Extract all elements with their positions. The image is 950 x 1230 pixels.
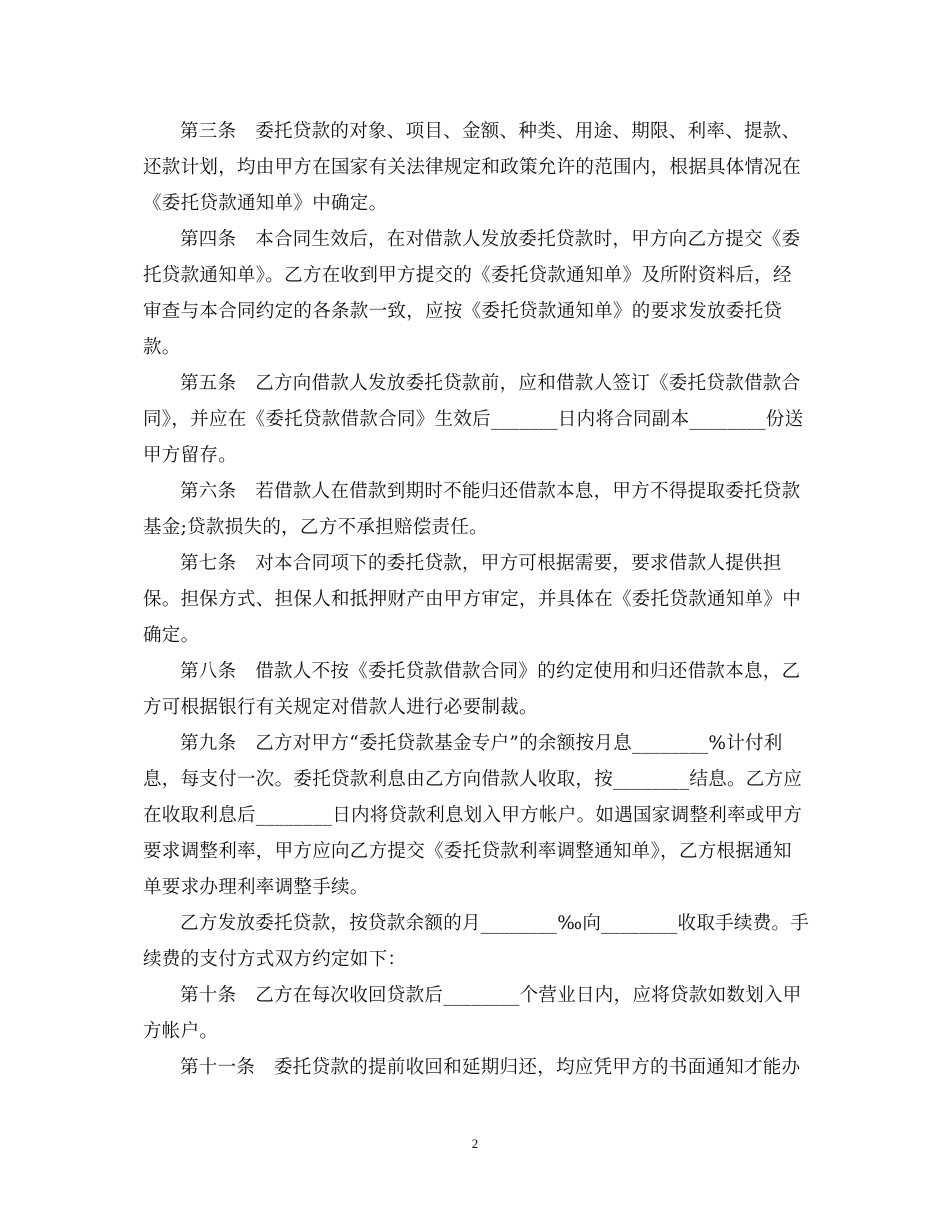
contract-clause-paragraph (143, 546, 807, 654)
paragraph-line: 第五条 乙方向借款人发放委托贷款前，应和借款人签订《委托贷款借款合 (180, 373, 801, 394)
paragraph-line: 第七条 对本合同项下的委托贷款，甲方可根据需要，要求借款人提供担 (180, 553, 782, 574)
paragraph-line: 同》，并应在《委托贷款借款合同》生效后_______日内将合同副本________份送 (143, 409, 804, 430)
paragraph-line: 甲方留存。 (143, 445, 238, 466)
paragraph-line: 第四条 本合同生效后，在对借款人发放委托贷款时，甲方向乙方提交《委 (180, 229, 801, 250)
paragraph-line: 第八条 借款人不按《委托贷款借款合同》的约定使用和归还借款本息，乙 (180, 661, 801, 682)
paragraph-line: 方可根据银行有关规定对借款人进行必要制裁。 (143, 697, 538, 718)
paragraph-line: 还款计划，均由甲方在国家有关法律规定和政策允许的范围内，根据具体情况在 (143, 157, 802, 178)
paragraph-line: 乙方发放委托贷款，按贷款余额的月________‰向________收取手续费。手 (180, 913, 810, 934)
paragraph-line: 第十一条 委托贷款的提前收回和延期归还，均应凭甲方的书面通知才能办 (180, 1057, 801, 1078)
contract-clause-paragraph (143, 114, 807, 222)
contract-body (143, 114, 810, 1086)
paragraph-line: 确定。 (143, 625, 200, 646)
contract-clause-paragraph (143, 726, 807, 906)
contract-clause-paragraph (143, 978, 807, 1050)
contract-clause-paragraph (143, 906, 810, 978)
paragraph-line: 《委托贷款通知单》中确定。 (143, 193, 388, 214)
contract-clause-paragraph (143, 474, 807, 546)
contract-clause-paragraph (143, 654, 807, 726)
paragraph-line: 第三条 委托贷款的对象、项目、金额、种类、用途、期限、利率、提款、 (180, 121, 801, 142)
contract-clause-paragraph (143, 1050, 807, 1086)
page-number: 2 (471, 1136, 479, 1151)
paragraph-line: 款。 (143, 337, 181, 358)
contract-clause-paragraph (143, 366, 807, 474)
paragraph-line: 第十条 乙方在每次收回贷款后________个营业日内，应将贷款如数划入甲 (180, 985, 802, 1006)
paragraph-line: 在收取利息后________日内将贷款利息划入甲方帐户。如遇国家调整利率或甲方 (143, 805, 803, 826)
paragraph-line: 单要求办理利率调整手续。 (143, 877, 369, 898)
paragraph-line: 第六条 若借款人在借款到期时不能归还借款本息，甲方不得提取委托贷款 (180, 481, 801, 502)
paragraph-line: 要求调整利率，甲方应向乙方提交《委托贷款利率调整通知单》，乙方根据通知 (143, 841, 792, 862)
paragraph-line: 息，每支付一次。委托贷款利息由乙方向借款人收取，按________结息。乙方应 (143, 769, 803, 790)
paragraph-line: 第九条 乙方对甲方“委托贷款基金专户”的余额按月息________%计付利 (180, 733, 783, 754)
paragraph-line: 方帐户。 (143, 1021, 219, 1042)
paragraph-line: 托贷款通知单》。乙方在收到甲方提交的《委托贷款通知单》及所附资料后，经 (143, 265, 792, 286)
paragraph-line: 审查与本合同约定的各条款一致，应按《委托贷款通知单》的要求发放委托贷 (143, 301, 783, 322)
paragraph-line: 保。担保方式、担保人和抵押财产由甲方审定，并具体在《委托贷款通知单》中 (143, 589, 802, 610)
paragraph-line: 基金;贷款损失的，乙方不承担赔偿责任。 (143, 517, 488, 538)
paragraph-line: 续费的支付方式双方约定如下： (143, 949, 407, 970)
contract-clause-paragraph (143, 222, 807, 366)
